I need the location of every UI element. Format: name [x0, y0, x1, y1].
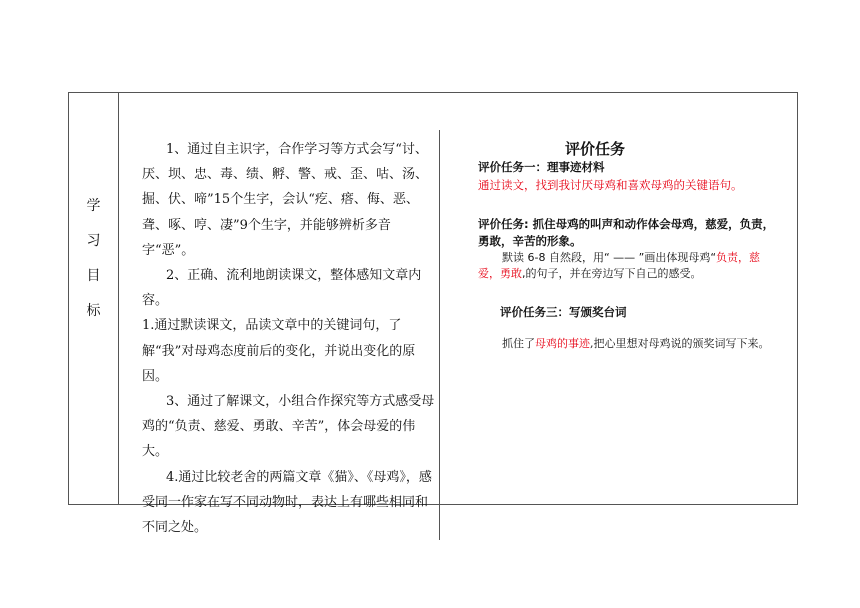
- objective-3: 1.通过默读课文，品读文章中的关键词句，了解“我”对母鸡态度前后的变化，并说出变化的原因。: [142, 318, 416, 384]
- objective-1: 1、通过自主识字，合作学习等方式会写“讨、厌、坝、忠、毒、绩、孵、警、戒、歪、咕、汤、掘、伏、啼”15个生字，会认“疙、瘩、侮、恶、聋、啄、哼、凄”9个生字，并能够辨析多音字“恶”。: [142, 142, 429, 258]
- task3-heading: 评价任务三：写颁奖台词: [500, 305, 627, 319]
- task3-text-a: 抓住了: [502, 337, 535, 350]
- task3-text-red: 母鸡的事迹: [535, 337, 590, 350]
- column-divider: [439, 130, 440, 540]
- task2-text-a: 默读 6-8 自然段，用“ —— ”画出体现母鸡“: [502, 251, 717, 264]
- eval-title: 评价任务: [565, 140, 626, 158]
- row-label: [69, 92, 118, 505]
- objectives-text: [142, 137, 436, 540]
- task3-description: [478, 335, 778, 352]
- label-divider: [118, 92, 119, 505]
- objective-4: 3、通过了解课文，小组合作探究等方式感受母鸡的“负责、慈爱、勇敢、辛苦”，体会母爱的伟大。: [142, 394, 435, 460]
- task2-text-b: ,的句子，并在旁边写下自己的感受。: [522, 267, 702, 280]
- label-char: 标: [86, 303, 101, 319]
- task2-description: [478, 250, 778, 282]
- task3-text-b: ,把心里想对母鸡说的颁奖词写下来。: [590, 337, 770, 350]
- task1-heading: 评价任务一：理事迹材料: [478, 160, 605, 174]
- label-char: 学: [86, 198, 101, 214]
- label-char: 目: [86, 268, 101, 284]
- task2-text-red: 负责，慈爱，勇敢: [478, 251, 761, 280]
- task1-description: 通过读文，找到我讨厌母鸡和喜欢母鸡的关键语句。: [478, 178, 743, 192]
- objective-5: 4.通过比较老舍的两篇文章《猫》、《母鸡》，感受同一作家在写不同动物时，表达上有哪些相同和不同之处。: [142, 469, 432, 536]
- objective-2: 2、正确、流利地朗读课文，整体感知文章内容。: [142, 268, 422, 309]
- task2-heading: 评价任务: 抓住母鸡的叫声和动作体会母鸡，慈爱，负责，勇敢，辛苦的形象。: [478, 217, 775, 248]
- label-char: 习: [86, 233, 101, 249]
